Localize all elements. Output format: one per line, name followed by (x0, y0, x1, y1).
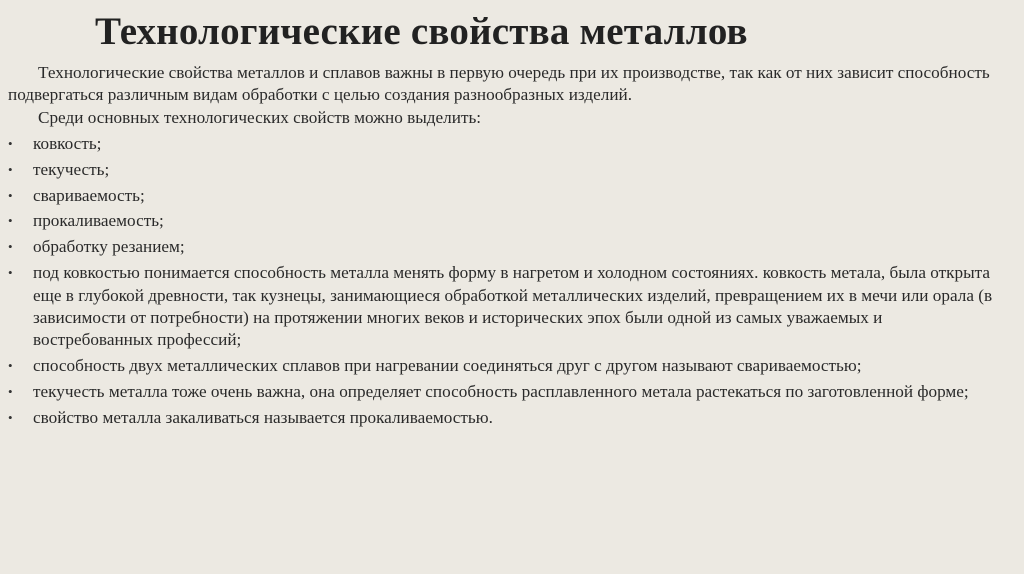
bullet-icon: • (8, 135, 13, 151)
list-item-text: текучесть; (33, 159, 110, 179)
bullet-icon: • (8, 239, 13, 255)
slide-body (8, 62, 998, 430)
bullet-icon: • (8, 358, 13, 374)
list-item-text: текучесть металла тоже очень важна, она определяет способность расплавленного метала растекаться по заготовленной форме; (33, 382, 969, 402)
list-item (8, 407, 998, 429)
list-item (8, 210, 998, 232)
lead-paragraph: Среди основных технологических свойств можно выделить: (38, 107, 482, 127)
bullet-icon: • (8, 213, 13, 229)
list-item (8, 262, 998, 352)
list-item (8, 236, 998, 258)
list-item (8, 381, 998, 403)
intro-paragraph: Технологические свойства металлов и сплавов важны в первую очередь при их производстве, так как от них зависит способность подвергаться различным видам обработки с целью создания разнообразных изделий. (8, 63, 990, 105)
properties-list (8, 133, 998, 430)
list-item (8, 133, 998, 155)
bullet-icon: • (8, 161, 13, 177)
bullet-icon: • (8, 265, 13, 281)
list-item-text: прокаливаемость; (33, 211, 164, 231)
bullet-icon: • (8, 410, 13, 426)
bullet-icon: • (8, 384, 13, 400)
list-item (8, 185, 998, 207)
list-item-text: свойство металла закаливаться называется прокаливаемостью. (33, 408, 493, 428)
list-item (8, 159, 998, 181)
list-item-text: ковкость; (33, 133, 102, 153)
list-item-text: свариваемость; (33, 185, 145, 205)
bullet-icon: • (8, 187, 13, 203)
slide-title: Технологические свойства металлов (95, 10, 748, 53)
list-item-text: под ковкостью понимается способность металла менять форму в нагретом и холодном состояниях. ковкость метала, была открыта еще в глубокой древности, так кузнецы, занимающиеся обработкой металлических изделий, превращением их в мечи или орала (в зависимости от потребности) на протяжении многих веков и исторических эпох были одной из самых уважаемых и востребованных профессий; (33, 263, 993, 350)
list-item (8, 355, 998, 377)
list-item-text: обработку резанием; (33, 237, 185, 257)
list-item-text: способность двух металлических сплавов при нагревании соединяться друг с другом называют свариваемостью; (33, 356, 862, 376)
